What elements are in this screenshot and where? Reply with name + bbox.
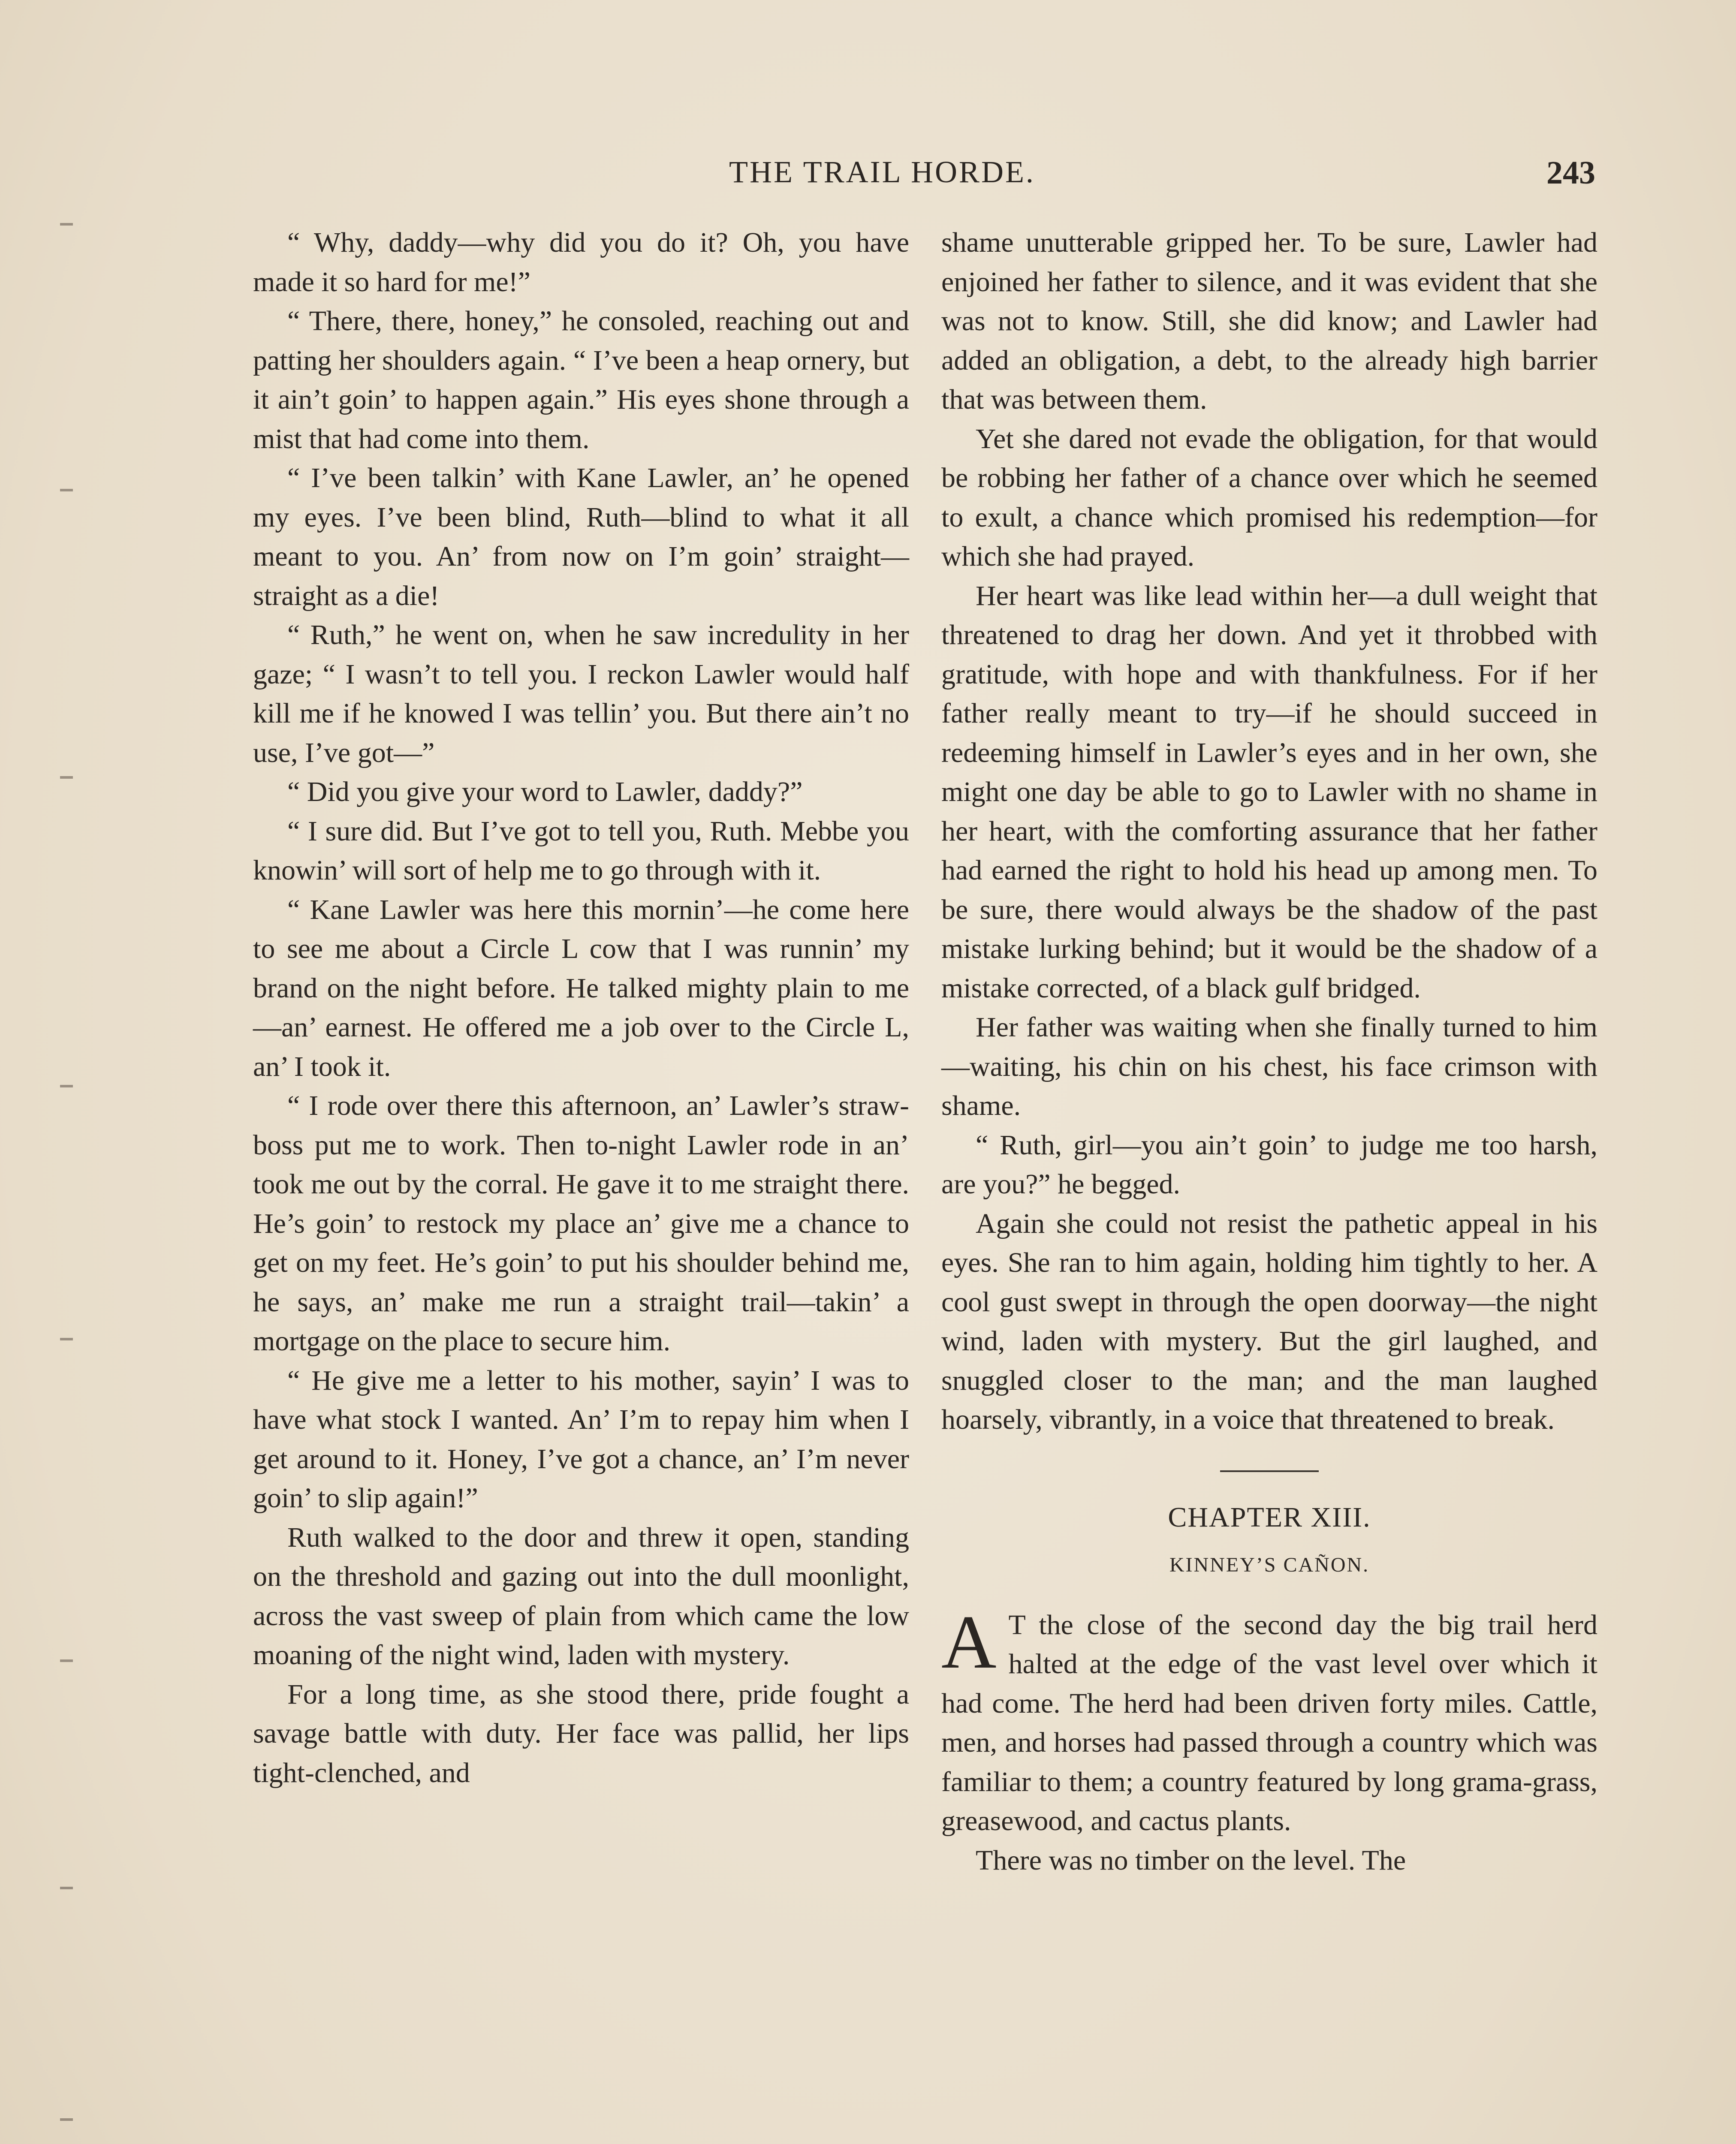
right-column [941,223,1597,1880]
paragraph: There was no timber on the level. The [976,1844,1406,1876]
paragraph: Her heart was like lead within her—a dull weight that threatened to drag her down. And yet it throbbed with gratitude, with hope and with thankfulness. For if her father really meant to try—if he should succeed in redeeming himself in Lawler’s eyes and in her own, she might one day be able to go to Lawler with no shame in her heart, with the comforting assurance that her father had earned the right to hold his head up among men. To be sure, there would always be the shadow of the past mistake lurking behind; but it would be the shadow of a mistake corrected, of a black gulf bridged. [941,580,1597,1004]
left-column [253,223,909,1792]
paragraph: “ Did you give your word to Lawler, daddy?” [287,776,803,807]
chapter-subtitle: KINNEY’S CAÑON. [1169,1554,1370,1576]
paragraph: “ I sure did. But I’ve got to tell you, Ruth. Mebbe you knowin’ will sort of help me to go through with it. [253,815,909,886]
running-head: THE TRAIL HORDE. [729,155,1035,189]
drop-cap: A [941,1599,997,1684]
binding-marks [60,223,86,2144]
paragraph: “ Ruth, girl—you ain’t goin’ to judge me too harsh, are you?” he begged. [941,1129,1597,1200]
paragraph: “ I’ve been talkin’ with Kane Lawler, an’ he opened my eyes. I’ve been blind, Ruth—blind to what it all meant to you. An’ from now on I’m goin’ straight—straight as a die! [253,462,909,611]
chapter-heading: CHAPTER XIII. [1168,1501,1371,1533]
paragraph: “ Kane Lawler was here this mornin’—he come here to see me about a Circle L cow that I was runnin’ my brand on the night before. He talked mighty plain to me—an’ earnest. He offered me a job over to the Circle L, an’ I took it. [253,894,909,1082]
opening-text: T the close of the second day the big trail herd halted at the edge of the vast level over which it had come. The herd had been driven forty miles. Cattle, men, and horses had passed through a country which was familiar to them; a country featured by long grama-grass, greasewood, and cactus plants. [941,1609,1597,1837]
paragraph: “ He give me a letter to his mother, sayin’ I was to have what stock I wanted. An’ I’m to repay him when I get around to it. Honey, I’ve got a chance, an’ I’m never goin’ to slip again!” [253,1364,909,1514]
page-header [253,154,1595,202]
paragraph: shame unutterable gripped her. To be sure, Lawler had enjoined her father to silence, and it was evident that she was not to know. Still, she did know; and Lawler had added an obligation, a debt, to the already high barrier that was between them. [941,227,1597,415]
paragraph: “ Ruth,” he went on, when he saw incredulity in her gaze; “ I wasn’t to tell you. I reckon Lawler would half kill me if he knowed I was tellin’ you. But there ain’t no use, I’ve got—” [253,619,909,768]
paragraph: For a long time, as she stood there, pride fought a savage battle with duty. Her face was pallid, her lips tight-clenched, and [253,1678,909,1789]
page-number: 243 [1546,155,1595,191]
paragraph: “ I rode over there this afternoon, an’ Lawler’s straw-boss put me to work. Then to-night Lawler rode in an’ took me out by the corral. He gave it to me straight there. He’s goin’ to restock my place an’ give me a chance to get on my feet. He’s goin’ to put his shoulder behind me, he says, an’ make me run a straight trail—takin’ a mortgage on the place to secure him. [253,1090,909,1357]
section-divider [1220,1470,1319,1472]
paragraph: Ruth walked to the door and threw it open, standing on the threshold and gazing out into the dull moonlight, across the vast sweep of plain from which came the low moaning of the night wind, laden with mystery. [253,1521,909,1671]
paragraph: Yet she dared not evade the obligation, for that would be robbing her father of a chance over which he seemed to exult, a chance which promised his redemption—for which she had prayed. [941,423,1597,572]
chapter-opening-paragraph [941,1599,1597,1841]
paragraph: “ Why, daddy—why did you do it? Oh, you have made it so hard for me!” [253,227,909,298]
paragraph: “ There, there, honey,” he consoled, reaching out and patting her shoulders again. “ I’ve been a heap ornery, but it ain’t goin’ to happen again.” His eyes shone through a mist that had come into them. [253,305,909,455]
paragraph: Again she could not resist the pathetic appeal in his eyes. She ran to him again, holding him tightly to her. A cool gust swept in through the open doorway—the night wind, laden with mystery. But the girl laughed, and snuggled closer to the man; and the man laughed hoarsely, vibrantly, in a voice that threatened to break. [941,1208,1597,1435]
paragraph: Her father was waiting when she finally turned to him—waiting, his chin on his chest, his face crimson with shame. [941,1012,1597,1121]
